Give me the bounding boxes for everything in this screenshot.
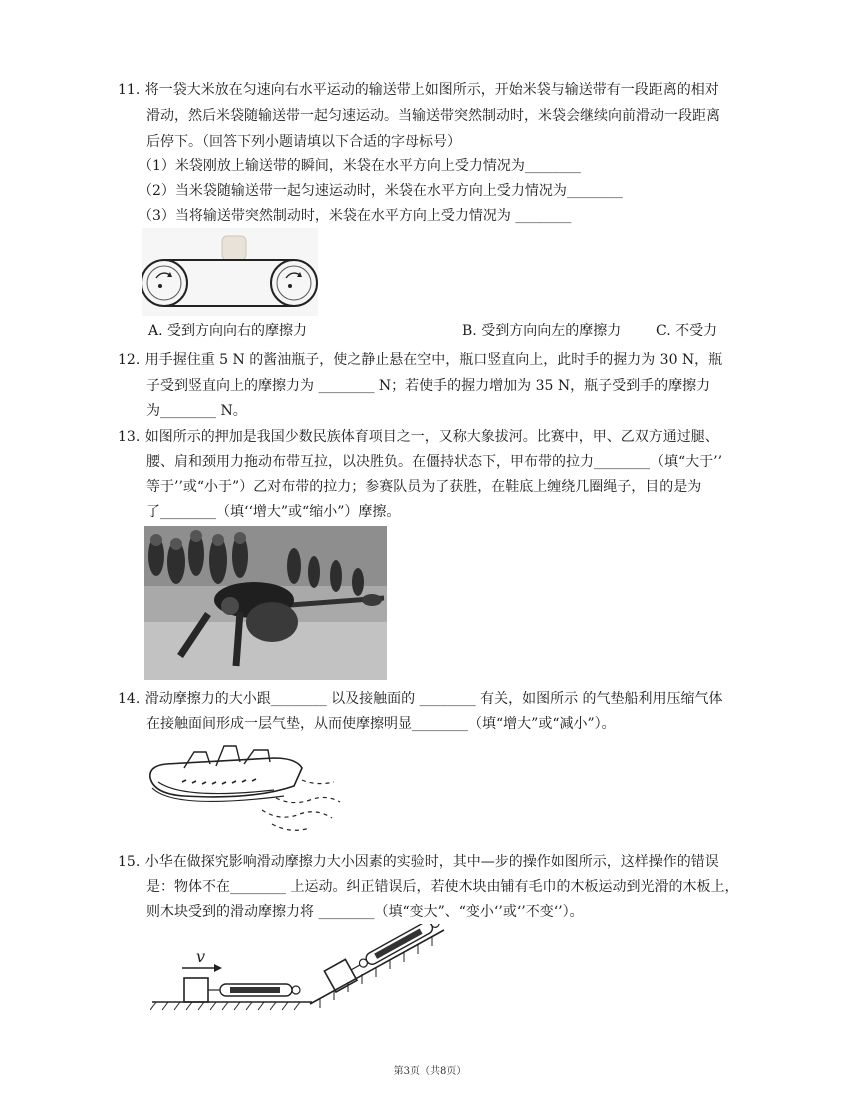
- q13-line-4: 了________（填‘‘增大”或“缩小”）摩擦。: [146, 504, 401, 520]
- q11-option-c: C. 不受力: [656, 323, 718, 339]
- q14-line-2: 在接触面间形成一层气垫，从而使摩擦明显________（填“增大”或“减小”）。: [146, 716, 616, 732]
- q11-sub-1: （1）米袋刚放上输送带的瞬间，米袋在水平方向上受力情况为________: [138, 158, 581, 174]
- q12-line-3: 为________ N。: [146, 403, 247, 419]
- conveyor-belt-figure: [142, 228, 318, 316]
- velocity-label: v: [196, 947, 206, 966]
- tug-of-war-photo: [144, 526, 387, 680]
- q13-line-2: 腰、肩和颈用力拖动布带互拉，以决胜负。在僵持状态下，甲布带的拉力________（填“大于’’: [146, 454, 723, 470]
- q14-line-1: 14. 滑动摩擦力的大小跟________ 以及接触面的 ________ 有关，如图所示 的气垫船利用压缩气体: [118, 691, 723, 707]
- q13-line-3: 等于’’或“小于”）乙对布带的拉力；参赛队员为了获胜，在鞋底上缠绕几圈绳子，目的是为: [146, 479, 702, 495]
- q11-line-3: 后停下。（回答下列小题请填以下合适的字母标号）: [146, 134, 461, 150]
- q15-line-3: 则木块受到的滑动摩擦力将 ________（填“变大”、“变小‘’或‘’不变‘’）。: [146, 904, 584, 920]
- q15-line-2: 是：物体不在________ 上运动。纠正错误后，若使木块由铺有毛巾的木板运动到光滑的木板上，: [146, 879, 739, 895]
- q11-sub-2: （2）当米袋随输送带一起匀速运动时，米袋在水平方向上受力情况为________: [138, 183, 623, 199]
- q12-line-1: 12. 用手握住重 5 N 的酱油瓶子，使之静止悬在空中，瓶口竖直向上，此时手的握力为 30 N，瓶: [118, 352, 723, 368]
- q11-option-b: B. 受到方向向左的摩擦力: [462, 323, 622, 339]
- q11-sub-3: （3）当将输送带突然制动时，米袋在水平方向上受力情况为 ________: [138, 208, 572, 224]
- q11-option-a: A. 受到方向向右的摩擦力: [148, 323, 308, 339]
- q11-line-1: 11. 将一袋大米放在匀速向右水平运动的输送带上如图所示，开始米袋与输送带有一段距离的相对: [118, 82, 719, 98]
- q13-line-1: 13. 如图所示的押加是我国少数民族体育项目之一，又称大象拔河。比赛中，甲、乙双方通过腿、: [118, 429, 719, 445]
- q11-line-2: 滑动，然后米袋随输送带一起匀速运动。当输送带突然制动时，米袋会继续向前滑动一段距离: [146, 108, 720, 124]
- q12-line-2: 子受到竖直向上的摩擦力为 ________ N；若使手的握力增加为 35 N，瓶子受到手的摩擦力: [146, 378, 711, 394]
- friction-experiment-figure: [150, 924, 450, 1030]
- q15-line-1: 15. 小华在做探究影响滑动摩擦力大小因素的实验时，其中—步的操作如图所示，这样操作的错误: [118, 854, 719, 870]
- page-footer: 第3页（共8页）: [393, 1066, 467, 1077]
- hovercraft-figure: [144, 738, 344, 840]
